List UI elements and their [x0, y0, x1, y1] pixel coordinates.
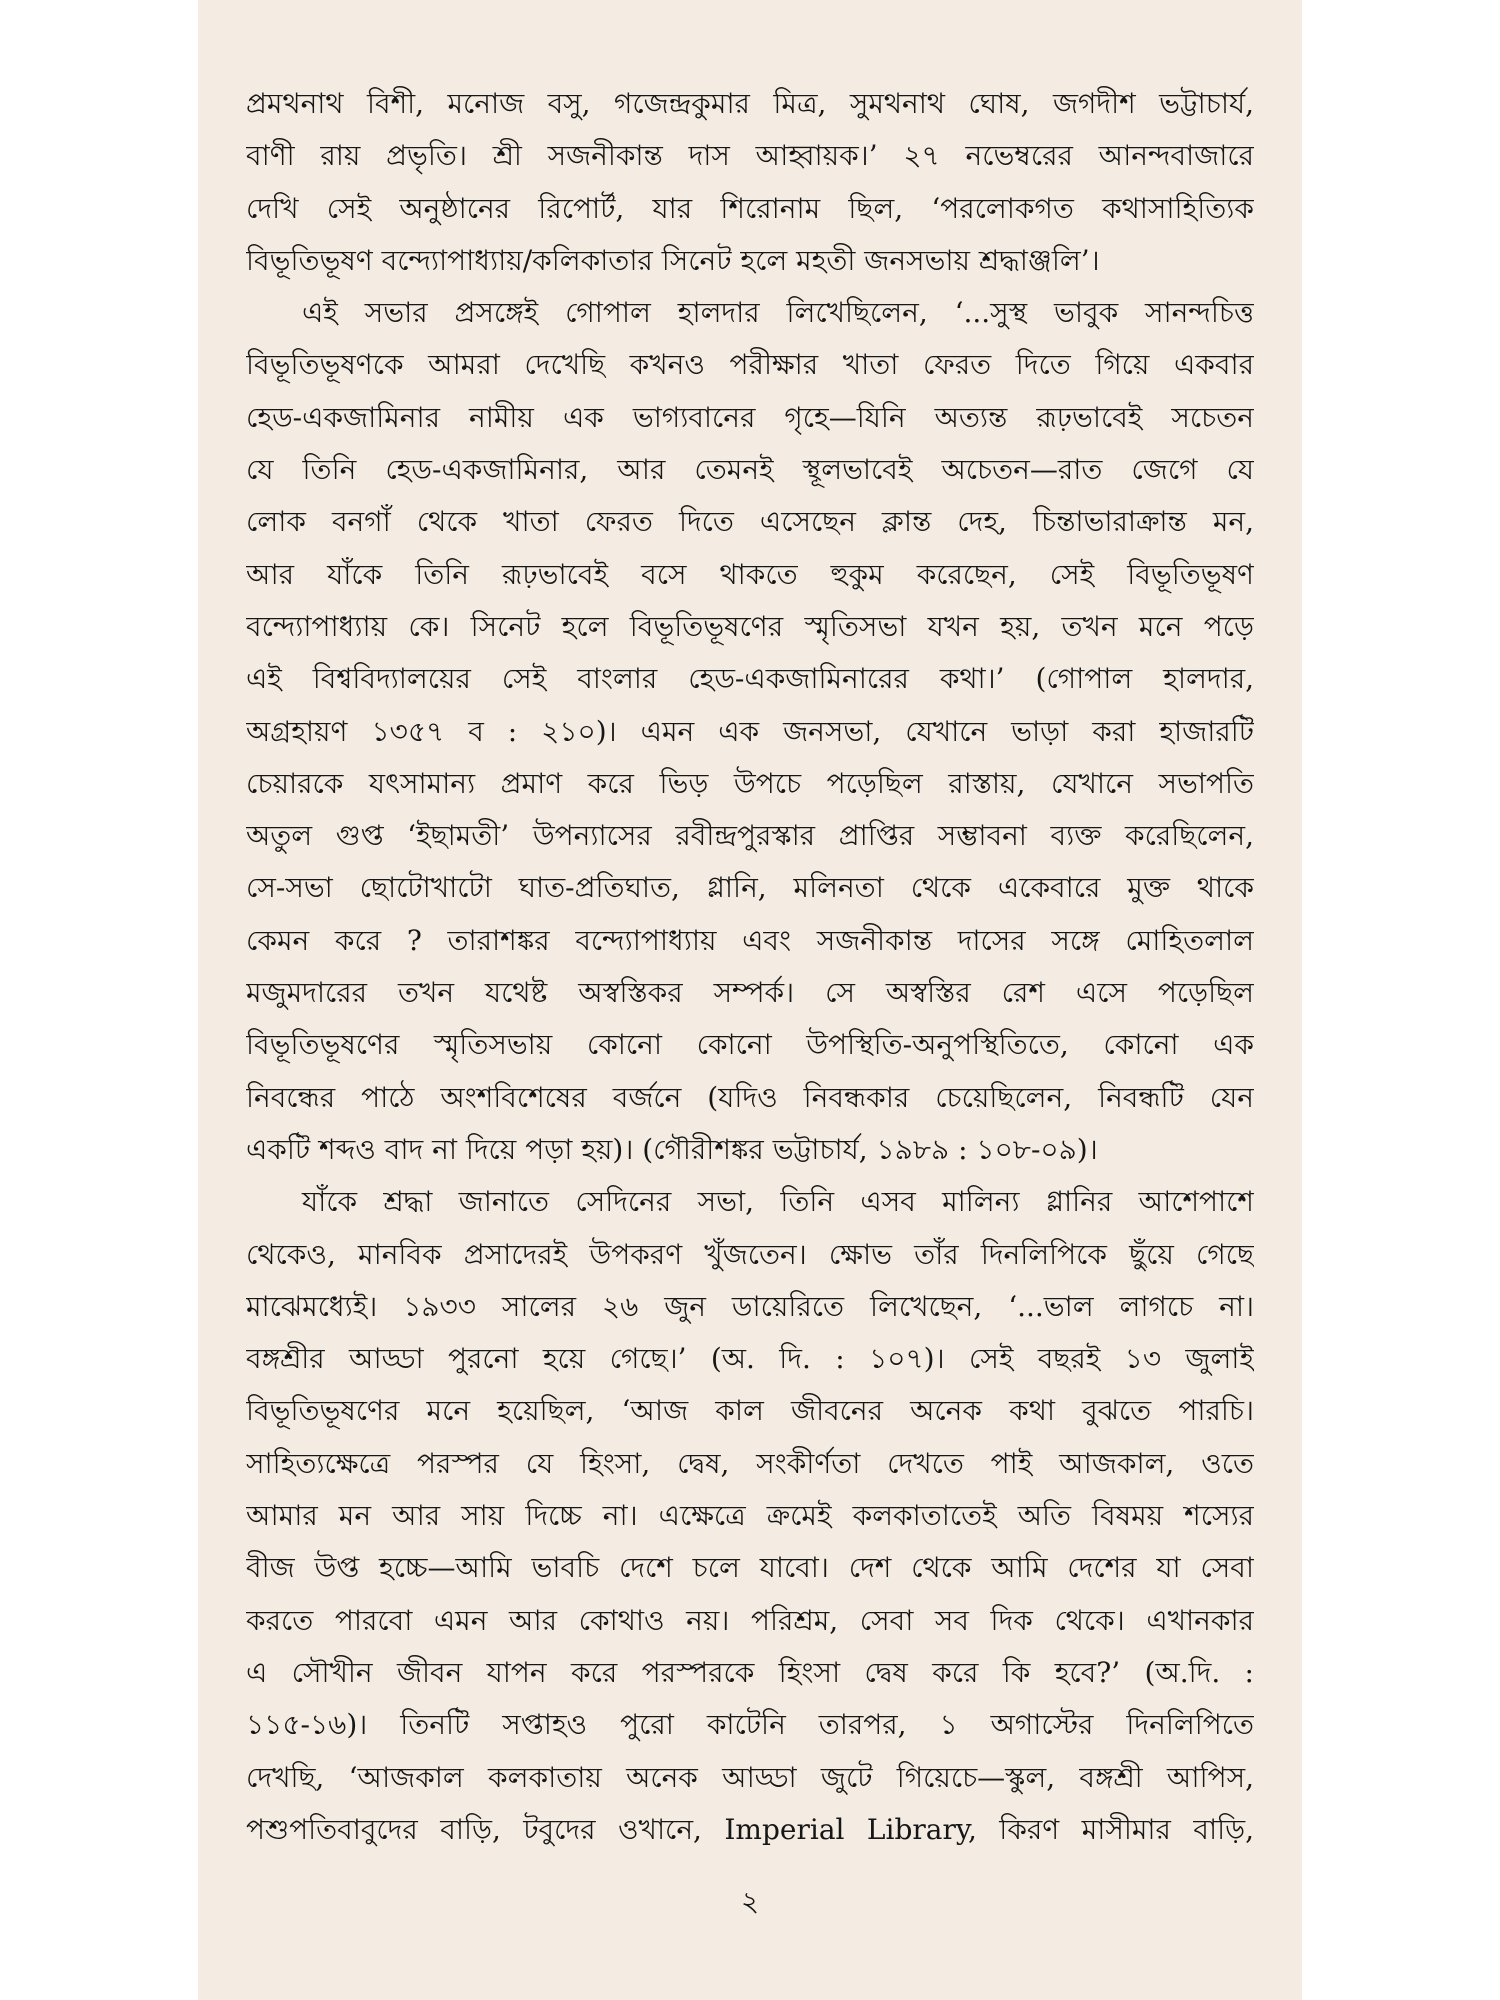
- text-line: এই সভার প্রসঙ্গেই গোপাল হালদার লিখেছিলেন, ‘...সুস্থ ভাবুক সানন্দচিত্ত: [302, 296, 1254, 330]
- text-line: আমার মন আর সায় দিচ্চে না। এক্ষেত্রে ক্রমেই কলকাতাতেই অতি বিষময় শস্যের: [246, 1499, 1254, 1533]
- text-line: পশুপতিবাবুদের বাড়ি, টবুদের ওখানে, Imperial Library, কিরণ মাসীমার বাড়ি,: [246, 1812, 1254, 1846]
- text-line: অতুল গুপ্ত ‘ইছামতী’ উপন্যাসের রবীন্দ্রপুরস্কার প্রাপ্তির সম্ভাবনা ব্যক্ত করেছিলেন,: [246, 819, 1254, 853]
- text-line: বিভূতিভূষণের মনে হয়েছিল, ‘আজ কাল জীবনের অনেক কথা বুঝতে পারচি।: [246, 1394, 1254, 1428]
- book-page: [198, 0, 1302, 2000]
- text-line: বীজ উপ্ত হচ্চে—আমি ভাবচি দেশে চলে যাবো। দেশ থেকে আমি দেশের যা সেবা: [246, 1551, 1254, 1585]
- text-line: কেমন করে ? তারাশঙ্কর বন্দ্যোপাধ্যায় এবং সজনীকান্ত দাসের সঙ্গে মোহিতলাল: [246, 923, 1254, 957]
- page-number: ২: [740, 1885, 760, 1918]
- text-line: এ সৌখীন জীবন যাপন করে পরস্পরকে হিংসা দ্বেষ করে কি হবে?’ (অ.দি. :: [246, 1655, 1254, 1689]
- text-line: সাহিত্যক্ষেত্রে পরস্পর যে হিংসা, দ্বেষ, সংকীর্ণতা দেখতে পাই আজকাল, ওতে: [246, 1446, 1254, 1480]
- text-line: এই বিশ্ববিদ্যালয়ের সেই বাংলার হেড-একজামিনারের কথা।’ (গোপাল হালদার,: [246, 662, 1254, 696]
- text-line: যে তিনি হেড-একজামিনার, আর তেমনই স্থূলভাবেই অচেতন—রাত জেগে যে: [246, 453, 1254, 487]
- text-line: মজুমদারের তখন যথেষ্ট অস্বস্তিকর সম্পর্ক। সে অস্বস্তির রেশ এসে পড়েছিল: [246, 976, 1254, 1010]
- text-line: মাঝেমধ্যেই। ১৯৩৩ সালের ২৬ জুন ডায়েরিতে লিখেছেন, ‘...ভাল লাগচে না।: [246, 1289, 1254, 1323]
- text-line: করতে পারবো এমন আর কোথাও নয়। পরিশ্রম, সেবা সব দিক থেকে। এখানকার: [246, 1603, 1254, 1637]
- text-line: একটি শব্দও বাদ না দিয়ে পড়া হয়)। (গৌরীশঙ্কর ভট্টাচার্য, ১৯৮৯ : ১০৮-০৯)।: [246, 1132, 1098, 1166]
- text-line: থেকেও, মানবিক প্রসাদেরই উপকরণ খুঁজতেন। ক্ষোভ তাঁর দিনলিপিকে ছুঁয়ে গেছে: [246, 1237, 1254, 1271]
- text-line: বিভূতিভূষণ বন্দ্যোপাধ্যায়/কলিকাতার সিনেট হলে মহতী জনসভায় শ্রদ্ধাঞ্জলি’।: [246, 243, 1100, 277]
- text-line: নিবন্ধের পাঠে অংশবিশেষের বর্জনে (যদিও নিবন্ধকার চেয়েছিলেন, নিবন্ধটি যেন: [246, 1080, 1254, 1114]
- text-line: দেখছি, ‘আজকাল কলকাতায় অনেক আড্ডা জুটে গিয়েচে—স্কুল, বঙ্গশ্রী আপিস,: [246, 1760, 1254, 1794]
- text-line: বাণী রায় প্রভৃতি। শ্রী সজনীকান্ত দাস আহ্বায়ক।’ ২৭ নভেম্বরের আনন্দবাজারে: [246, 139, 1254, 173]
- text-line: বিভূতিভূষণের স্মৃতিসভায় কোনো কোনো উপস্থিতি-অনুপস্থিতিতে, কোনো এক: [246, 1028, 1254, 1062]
- body-text: [246, 78, 1254, 1856]
- text-line: প্রমথনাথ বিশী, মনোজ বসু, গজেন্দ্রকুমার মিত্র, সুমথনাথ ঘোষ, জগদীশ ভট্টাচার্য,: [246, 87, 1254, 120]
- text-line: দেখি সেই অনুষ্ঠানের রিপোর্ট, যার শিরোনাম ছিল, ‘পরলোকগত কথাসাহিত্যিক: [246, 191, 1254, 225]
- text-line: বিভূতিভূষণকে আমরা দেখেছি কখনও পরীক্ষার খাতা ফেরত দিতে গিয়ে একবার: [246, 348, 1254, 382]
- text-line: লোক বনগাঁ থেকে খাতা ফেরত দিতে এসেছেন ক্লান্ত দেহ, চিন্তাভারাক্রান্ত মন,: [246, 505, 1254, 539]
- text-line: যাঁকে শ্রদ্ধা জানাতে সেদিনের সভা, তিনি এসব মালিন্য গ্লানির আশেপাশে: [302, 1185, 1254, 1219]
- text-line: অগ্রহায়ণ ১৩৫৭ ব : ২১০)। এমন এক জনসভা, যেখানে ভাড়া করা হাজারটি: [246, 714, 1254, 748]
- text-line: বঙ্গশ্রীর আড্ডা পুরনো হয়ে গেছে।’ (অ. দি. : ১০৭)। সেই বছরই ১৩ জুলাই: [246, 1342, 1254, 1376]
- text-line: ১১৫-১৬)। তিনটি সপ্তাহও পুরো কাটেনি তারপর, ১ অগাস্টের দিনলিপিতে: [246, 1708, 1254, 1742]
- text-line: হেড-একজামিনার নামীয় এক ভাগ্যবানের গৃহে—যিনি অত্যন্ত রূঢ়ভাবেই সচেতন: [246, 400, 1254, 434]
- text-line: আর যাঁকে তিনি রূঢ়ভাবেই বসে থাকতে হুকুম করেছেন, সেই বিভূতিভূষণ: [246, 557, 1254, 591]
- text-line: সে-সভা ছোটোখাটো ঘাত-প্রতিঘাত, গ্লানি, মলিনতা থেকে একেবারে মুক্ত থাকে: [246, 871, 1254, 905]
- text-line: বন্দ্যোপাধ্যায় কে। সিনেট হলে বিভূতিভূষণের স্মৃতিসভা যখন হয়, তখন মনে পড়ে: [246, 609, 1254, 643]
- text-line: চেয়ারকে যৎসামান্য প্রমাণ করে ভিড় উপচে পড়েছিল রাস্তায়, যেখানে সভাপতি: [246, 766, 1254, 800]
